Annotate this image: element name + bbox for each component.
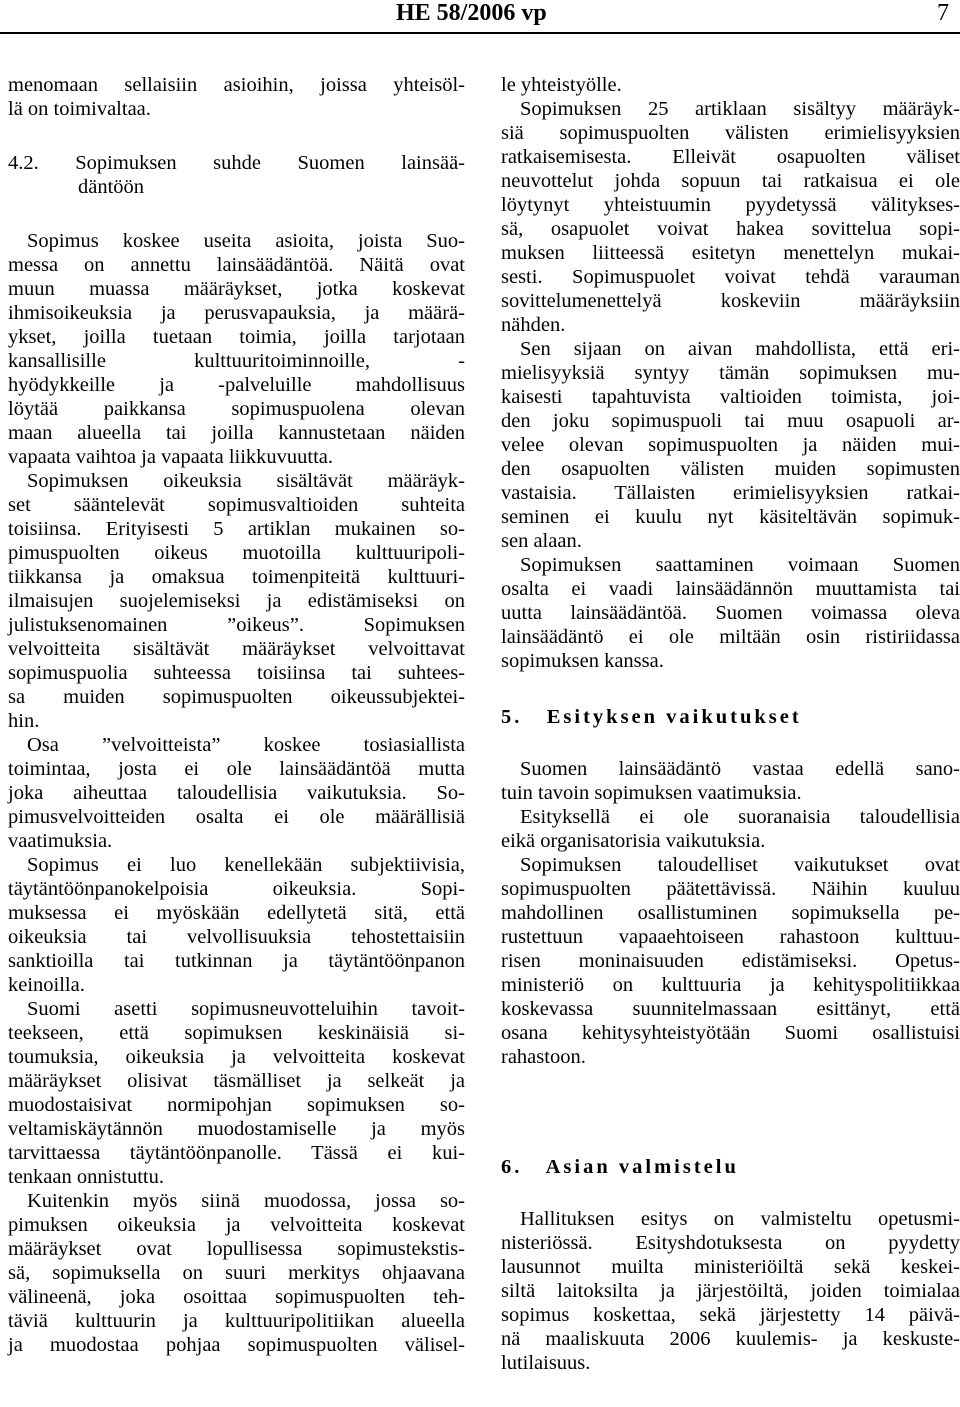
- header-rule: [0, 32, 960, 34]
- text-line: tuin tavoin sopimuksen vaatimuksia.: [501, 782, 802, 804]
- text-line: eikä organisatorisia vaikutuksia.: [501, 830, 766, 852]
- text-line: Sopimuksen oikeuksia sisältävät määräyk-: [27, 470, 465, 492]
- text-line: velvoitteita sisältävät määräykset velvoittavat: [8, 638, 465, 660]
- text-line: mielisyyksiä syntyy tämän sopimuksen mu-: [501, 362, 960, 384]
- text-line: nisteriössä. Esityshdotuksesta on pyydetty: [501, 1232, 960, 1254]
- text-line: pimusvelvoitteiden osalta ei ole määrällisiä: [8, 806, 465, 828]
- text-line: vaatimuksia.: [8, 830, 113, 852]
- text-line: hyödykkeille ja -palveluille mahdollisuus: [8, 374, 465, 396]
- text-line: keinoilla.: [8, 974, 85, 996]
- text-line: rahastoon.: [501, 1046, 586, 1068]
- text-line: välineenä, joka osoittaa sopimuspuolten teh-: [8, 1286, 465, 1308]
- text-line: osana kehitysyhteistyötään Suomi osallistuisi: [501, 1022, 960, 1044]
- text-line: sä, sopimuksella on suuri merkitys ohjaavana: [8, 1262, 465, 1284]
- text-line: siä sopimuspuolten välisten erimielisyyksien: [501, 122, 960, 144]
- text-line: mahdollinen osallistuminen sopimuksella pe-: [501, 902, 960, 924]
- text-line: tiikkansa ja omaksua toimenpiteitä kulttuuri-: [8, 566, 465, 588]
- text-line: menomaan sellaisiin asioihin, joissa yhteisöl-: [8, 74, 465, 96]
- text-line: set sääntelevät sopimusvaltioiden suhteita: [8, 494, 465, 516]
- text-line: löytää paikkansa sopimuspuolena olevan: [8, 398, 465, 420]
- text-line: sa muiden sopimuspuolten oikeussubjektei-: [8, 686, 465, 708]
- text-line: Sopimuksen saattaminen voimaan Suomen: [520, 554, 960, 576]
- text-line: toimintaa, josta ei ole lainsäädäntöä mutta: [8, 758, 465, 780]
- text-line: Suomi asetti sopimusneuvotteluihin tavoit-: [27, 998, 465, 1020]
- text-line: määräykset olisivat täsmälliset ja selkeät ja: [8, 1070, 465, 1092]
- text-line: muodostaisivat normipohjan sopimuksen so-: [8, 1094, 465, 1116]
- text-line: täviä kulttuurin ja kulttuuripolitiikan alueella: [8, 1310, 465, 1332]
- section-heading: 6. Asian valmistelu: [501, 1156, 739, 1178]
- text-line: däntöön: [78, 176, 145, 198]
- text-line: koskevassa suunnitelmassaan esittänyt, että: [501, 998, 960, 1020]
- text-line: lainsäädäntö ei ole miltään osin ristiriidassa: [501, 626, 960, 648]
- text-line: täytäntöönpanokelpoisia oikeuksia. Sopi-: [8, 878, 465, 900]
- text-line: teekseen, että sopimuksen keskinäisiä si-: [8, 1022, 465, 1044]
- text-line: määräykset ovat lopullisessa sopimustekstis-: [8, 1238, 465, 1260]
- text-line: Sopimuksen 25 artiklaan sisältyy määräyk-: [520, 98, 960, 120]
- text-line: Sopimus ei luo kenellekään subjektiivisia,: [27, 854, 465, 876]
- text-line: ilmaisujen suojelemiseksi ja edistämiseksi on: [8, 590, 465, 612]
- text-line: Sen sijaan on aivan mahdollista, että eri-: [520, 338, 960, 360]
- text-line: tarvittaessa täytäntöönpanolle. Tässä ei kui-: [8, 1142, 465, 1164]
- text-line: Suomen lainsäädäntö vastaa edellä sano-: [520, 758, 960, 780]
- text-line: Sopimuksen taloudelliset vaikutukset ovat: [520, 854, 960, 876]
- text-line: sen alaan.: [501, 530, 582, 552]
- text-line: ja muodostaa pohjaa sopimuspuolten välisel-: [8, 1334, 465, 1356]
- text-line: nä maaliskuuta 2006 kuulemis- ja keskuste-: [501, 1328, 960, 1350]
- text-line: lausunnot muilta ministeriöiltä sekä keskei-: [501, 1256, 960, 1278]
- text-line: löytynyt yhteistuumin pyydetyssä välitykses-: [501, 194, 960, 216]
- text-line: messa on annettu lainsäädäntöä. Näitä ovat: [8, 254, 465, 276]
- text-line: kaisesti tapahtuvista valtioiden toimista, joi-: [501, 386, 960, 408]
- text-line: Hallituksen esitys on valmisteltu opetusmi-: [520, 1208, 960, 1230]
- text-line: 4.2. Sopimuksen suhde Suomen lainsää-: [8, 152, 465, 174]
- text-line: nähden.: [501, 314, 566, 336]
- text-line: toisiinsa. Erityisesti 5 artiklan mukainen so-: [8, 518, 465, 540]
- text-line: ratkaisemisesta. Elleivät osapuolten väliset: [501, 146, 960, 168]
- document-header-title: HE 58/2006 vp: [396, 0, 547, 26]
- text-line: toumuksia, oikeuksia ja velvoitteita koskevat: [8, 1046, 465, 1068]
- text-line: sopimuspuolten päätettävissä. Näihin kuuluu: [501, 878, 960, 900]
- text-line: muun muassa määräykset, jotka koskevat: [8, 278, 465, 300]
- text-line: muksen liitteessä esitetyn menettelyn mukai-: [501, 242, 960, 264]
- text-line: Esityksellä ei ole suoranaisia taloudellisia: [520, 806, 960, 828]
- text-line: sopimuksen kanssa.: [501, 650, 664, 672]
- text-line: kansallisille kulttuuritoiminnoille, -: [8, 350, 465, 372]
- text-line: den joku sopimuspuoli tai muu osapuoli ar-: [501, 410, 960, 432]
- text-line: sopimus koskettaa, sekä järjestetty 14 päivä-: [501, 1304, 960, 1326]
- text-line: oikeuksia tai velvollisuuksia tehostettaisiin: [8, 926, 465, 948]
- text-line: veltamiskäytännön muodostamiselle ja myös: [8, 1118, 465, 1140]
- text-line: le yhteistyölle.: [501, 74, 622, 96]
- section-heading: 5. Esityksen vaikutukset: [501, 706, 802, 728]
- page-number: 7: [937, 0, 949, 26]
- text-line: sopimuspuolia suhteessa toisiinsa tai suhtees-: [8, 662, 465, 684]
- text-line: risen moninaisuuden edistämiseksi. Opetus-: [501, 950, 960, 972]
- text-line: hin.: [8, 710, 40, 732]
- text-line: sä, osapuolet voivat hakea sovittelua sopi-: [501, 218, 960, 240]
- text-line: sesti. Sopimuspuolet voivat tehdä varauman: [501, 266, 960, 288]
- text-line: osalta ei vaadi lainsäädännön muuttamista tai: [501, 578, 960, 600]
- text-line: ministeriö on kulttuuria ja kehityspolitiikkaa: [501, 974, 960, 996]
- text-line: lä on toimivaltaa.: [8, 98, 151, 120]
- text-line: Osa ”velvoitteista” koskee tosiasiallista: [27, 734, 465, 756]
- text-line: ihmisoikeuksia ja perusvapauksia, ja määrä-: [8, 302, 465, 324]
- text-line: joka aiheuttaa taloudellisia vaikutuksia. So-: [8, 782, 465, 804]
- text-line: muksessa ei myöskään edellytetä sitä, että: [8, 902, 465, 924]
- text-line: maan alueella tai joilla kannustetaan näiden: [8, 422, 465, 444]
- text-line: lutilaisuus.: [501, 1352, 591, 1374]
- text-line: Sopimus koskee useita asioita, joista Suo-: [27, 230, 465, 252]
- text-line: Kuitenkin myös siinä muodossa, jossa so-: [27, 1190, 465, 1212]
- text-line: pimuksen oikeuksia ja velvoitteita koskevat: [8, 1214, 465, 1236]
- text-line: den osapuolten välisten muiden sopimusten: [501, 458, 960, 480]
- text-line: julistuksenomainen ”oikeus”. Sopimuksen: [8, 614, 465, 636]
- text-line: sanktioilla tai tutkinnan ja täytäntöönpanon: [8, 950, 465, 972]
- text-line: neuvottelut johda sopuun tai ratkaisua ei ole: [501, 170, 960, 192]
- text-line: pimuspuolten oikeus muotoilla kulttuuripoli-: [8, 542, 465, 564]
- text-line: uutta lainsäädäntöä. Suomen voimassa oleva: [501, 602, 960, 624]
- text-line: seminen ei kuulu nyt käsiteltävän sopimuk-: [501, 506, 960, 528]
- text-line: sovittelumenettelyä koskeviin määräyksiin: [501, 290, 960, 312]
- text-line: tenkaan onnistuttu.: [8, 1166, 165, 1188]
- text-line: ykset, joilla tuetaan toimia, joilla tarjotaan: [8, 326, 465, 348]
- text-line: rustettuun vapaaehtoiseen rahastoon kulttuu-: [501, 926, 960, 948]
- text-line: siltä laitoksilta ja järjestöiltä, joiden toimialaa: [501, 1280, 960, 1302]
- text-line: vapaata vaihtoa ja vapaata liikkuvuutta.: [8, 446, 334, 468]
- text-line: vastaisia. Tällaisten erimielisyyksien ratkai-: [501, 482, 960, 504]
- text-line: velee olevan sopimuspuolten ja näiden mui-: [501, 434, 960, 456]
